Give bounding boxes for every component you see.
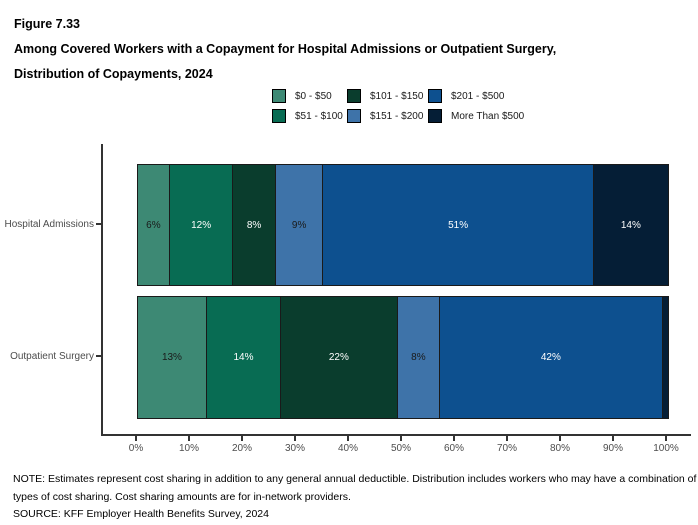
x-tick-mark [559,436,561,441]
y-tick-outpatient-surgery [96,355,101,357]
x-tick-label: 40% [337,443,358,454]
source-line: SOURCE: KFF Employer Health Benefits Survey, 2024 [13,508,269,520]
y-axis-line [101,144,103,436]
bar-segment-label: 8% [246,219,262,231]
x-tick-label: 10% [178,443,199,454]
legend-label: $201 - $500 [451,90,505,102]
footer-notes [13,471,696,524]
bar-outpatient-surgery [137,296,669,419]
bar-segment [233,165,275,285]
x-tick-mark [135,436,137,441]
figure-number: Figure 7.33 [14,17,80,31]
x-tick-label: 70% [496,443,517,454]
x-tick-label: 50% [390,443,411,454]
bar-segment [138,297,207,418]
legend-label: $101 - $150 [370,90,424,102]
legend-item [347,109,428,123]
note-line-2: types of cost sharing. Cost sharing amounts are for in-network providers. [13,490,351,503]
bar-segment-label: 14% [233,352,254,363]
x-tick-mark [612,436,614,441]
category-label-hospital-admissions: Hospital Admissions [4,219,94,230]
x-tick-label: 80% [549,443,570,454]
bar-segment [323,165,593,285]
legend-label: $0 - $50 [295,90,332,102]
legend-swatch [347,89,361,103]
legend-label: More Than $500 [451,110,525,122]
legend [272,89,524,123]
legend-item [347,89,428,103]
x-tick-label: 100% [653,443,679,454]
x-tick-mark [506,436,508,441]
bar-segment-label: 9% [291,219,307,231]
bar-segment [281,297,398,418]
y-tick-hospital-admissions [96,223,101,225]
figure-title-line-2: Distribution of Copayments, 2024 [14,67,213,81]
x-tick-mark [453,436,455,441]
x-tick-mark [188,436,190,441]
x-tick-label: 60% [443,443,464,454]
x-tick-mark [400,436,402,441]
bar-segment-label: 13% [161,352,182,363]
note-line-1: NOTE: Estimates represent cost sharing in addition to any general annual deductible. Distribution includes workers who may have a combination of [13,473,697,485]
legend-label: $151 - $200 [370,110,424,122]
bar-segment-label: 51% [448,219,469,231]
legend-item [428,89,524,103]
bar-segment-label: 14% [620,219,641,231]
legend-swatch [428,89,442,103]
x-tick-mark [294,436,296,441]
x-tick-label: 20% [231,443,252,454]
legend-swatch [272,109,286,123]
x-tick-label: 90% [602,443,623,454]
bar-segment-label: 42% [540,352,561,363]
x-tick-mark [665,436,667,441]
bar-segment [398,297,440,418]
x-tick-label: 0% [128,443,144,454]
legend-item [272,89,347,103]
bar-segment-label: 6% [146,219,161,231]
bar-hospital-admissions [137,164,669,286]
legend-item [272,109,347,123]
bar-segment [138,165,170,285]
bar-segment-label: 12% [191,219,212,231]
legend-swatch [428,109,442,123]
bar-segment [663,297,668,418]
bar-segment [207,297,281,418]
bar-segment-label: 8% [411,352,426,363]
x-tick-label: 30% [284,443,305,454]
bar-segment-label: 22% [328,352,349,363]
title-block [14,12,556,87]
legend-swatch [272,89,286,103]
legend-label: $51 - $100 [295,110,343,122]
category-label-outpatient-surgery: Outpatient Surgery [10,351,94,362]
legend-swatch [347,109,361,123]
bar-segment [170,165,234,285]
x-tick-mark [347,436,349,441]
x-tick-mark [241,436,243,441]
legend-item [428,109,524,123]
bar-segment [276,165,324,285]
bar-segment [440,297,663,418]
bar-segment [594,165,668,285]
figure-title-line-1: Among Covered Workers with a Copayment for Hospital Admissions or Outpatient Surgery, [14,42,557,56]
